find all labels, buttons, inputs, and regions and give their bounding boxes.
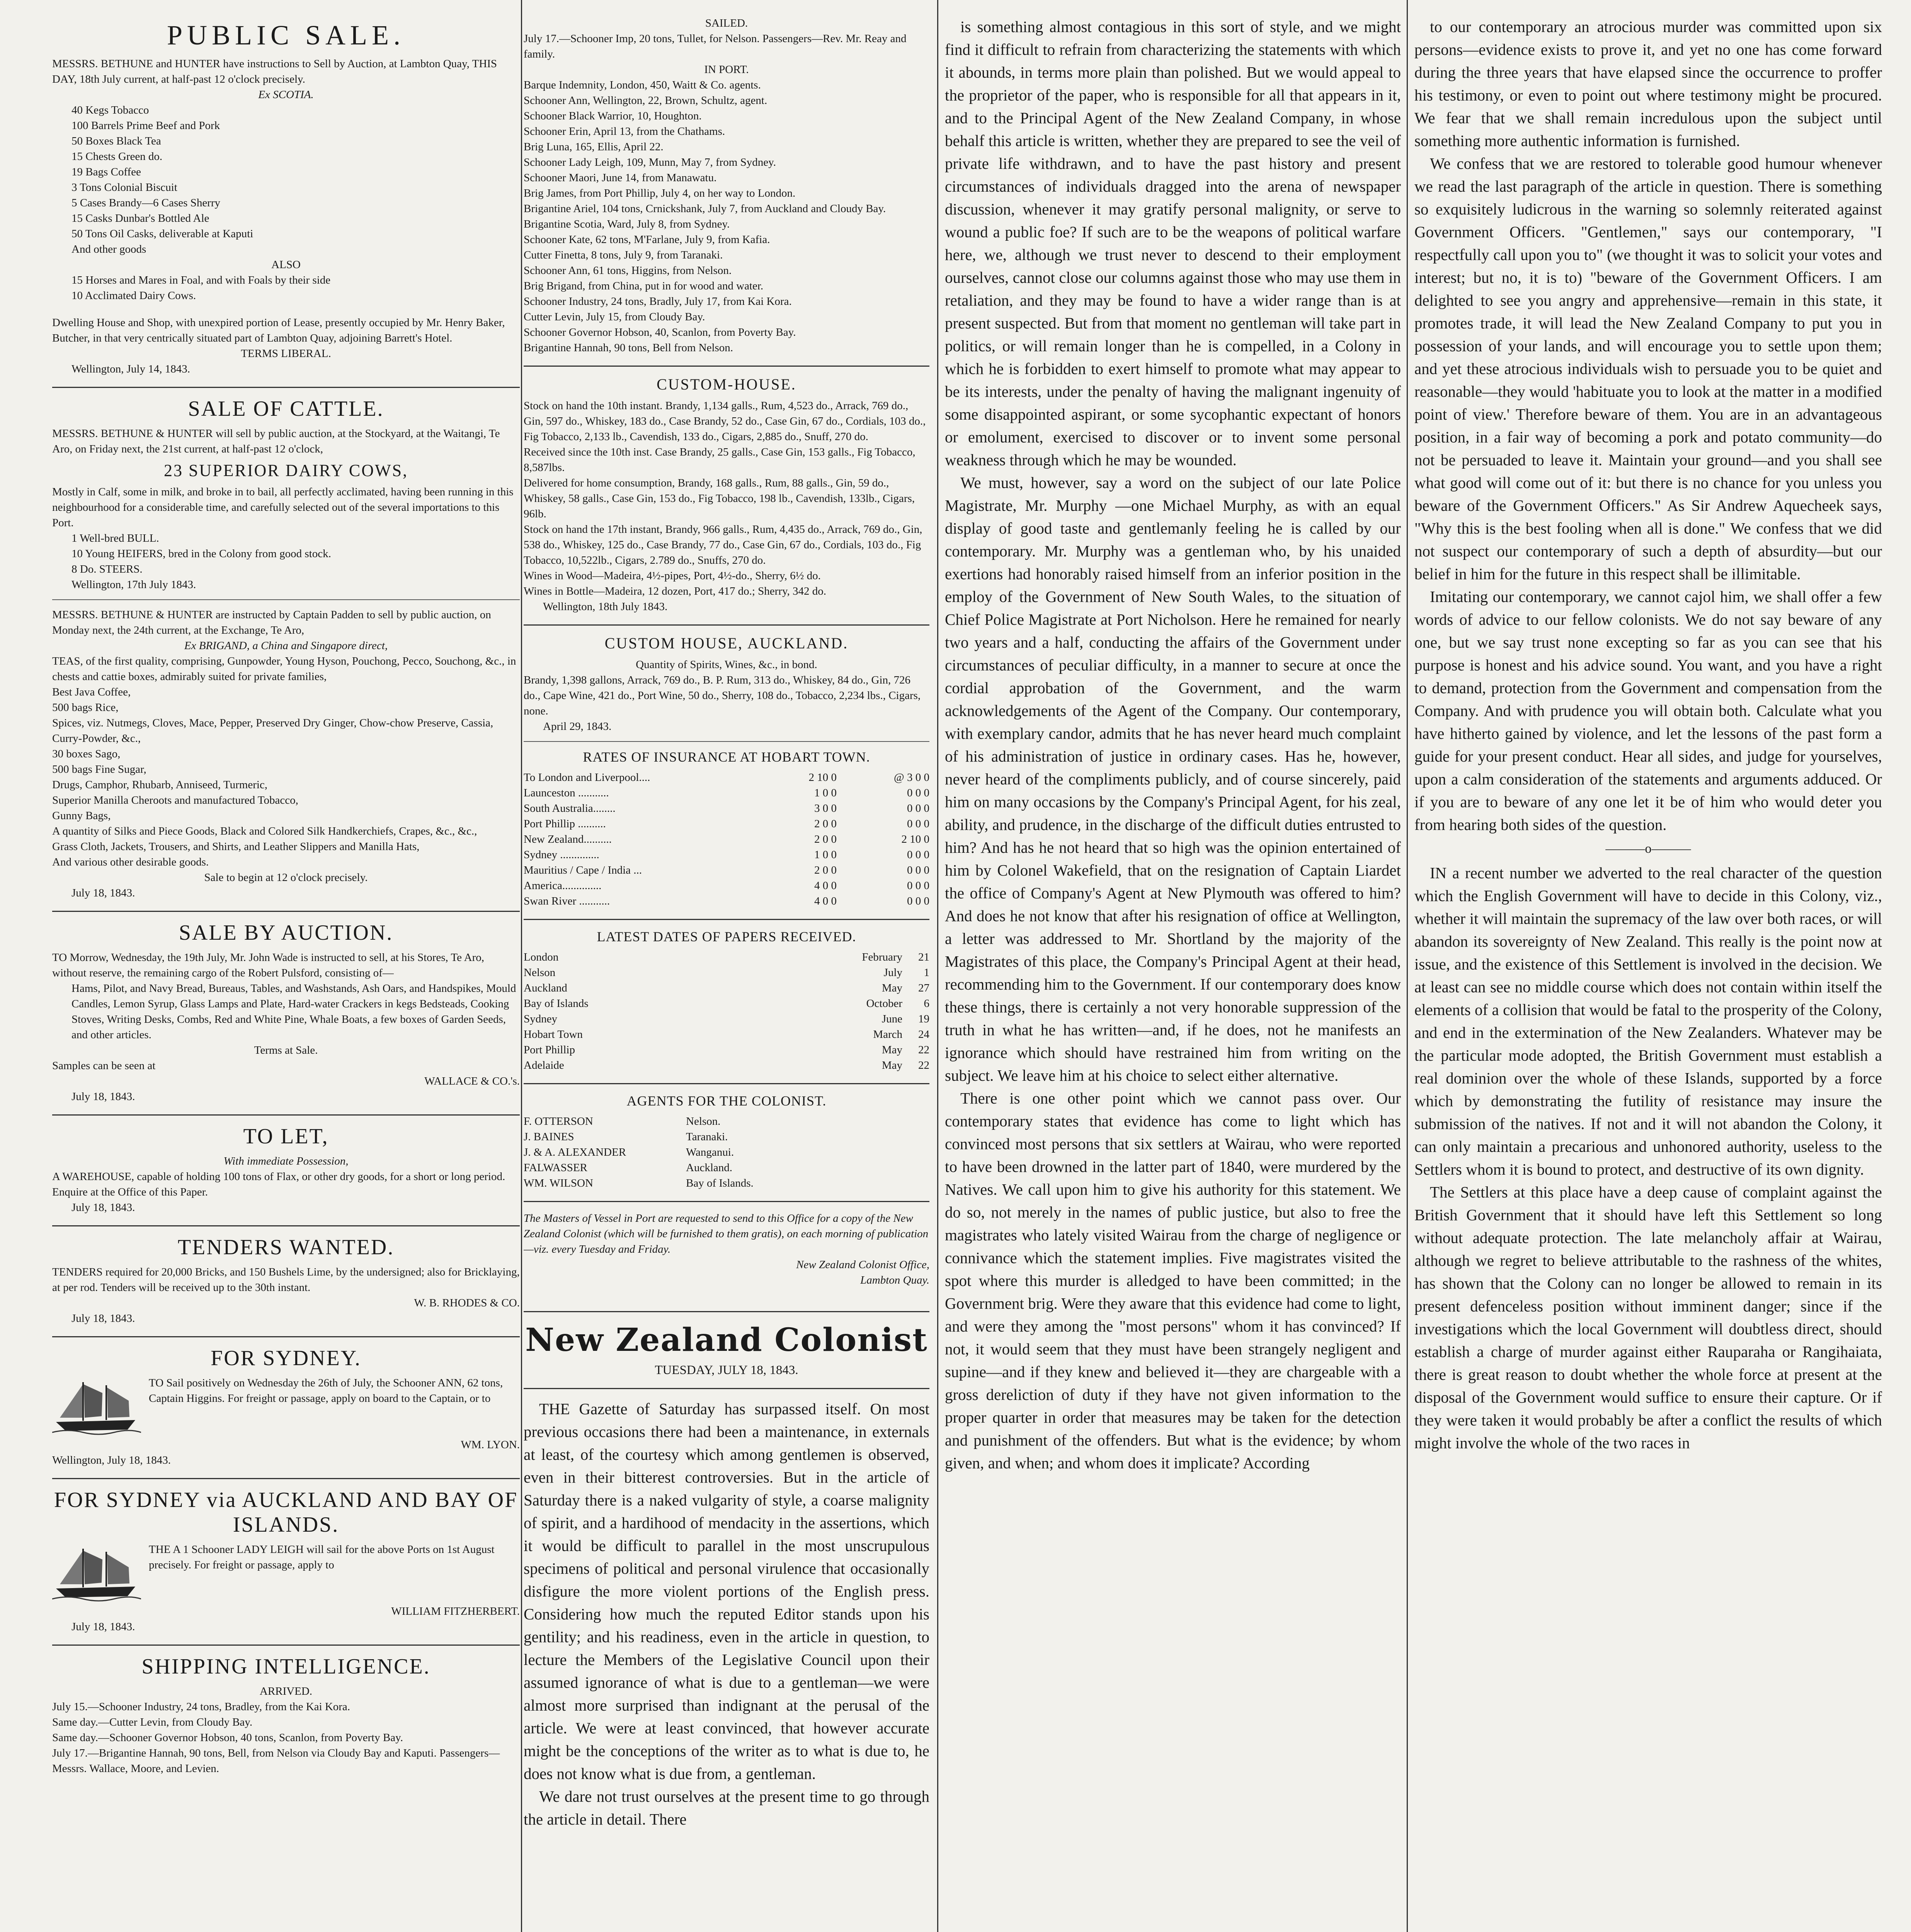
shipping-entry: Schooner Industry, 24 tons, Bradly, July 17, from Kai Kora. [524, 295, 792, 308]
article-paragraph: THE Gazette of Saturday has surpassed itself. On most previous occasions there had been a maintenance, in externals at least, of the courtesy which among gentlemen is observed, even in their bitterest controversies. But in the article of Saturday there is a naked vulgarity of style, a coarse malignity of spirit, and a hardihood of mendacity in the assertions, which it would be difficult to parallel in the most unscrupulous specimens of political and personal virulence that occasionally disfigure the more violent portions of the English press. Considering how much the reputed Editor stands upon his gentility; and his readiness, even in the article in question, to lecture the Members of the Legislative Council upon their assumed ignorance of what is due to a gentleman—we were almost more surprised than indignant at the perusal of the article. We were at least convinced, that however accurate might be the conceptions of the writer as to what is due to, he does not know what is due from, a gentleman. [524, 1400, 929, 1782]
in-port-entries [524, 77, 929, 355]
sale-cattle-intro: MESSRS. BETHUNE & HUNTER will sell by public auction, at the Stockyard, at the Waitangi, Te Aro, on Friday next, the 21st current, at half-past 12 o'clock, [52, 427, 500, 455]
table-row [524, 965, 929, 980]
insurance-table [524, 770, 929, 909]
public-sale-also-items [52, 272, 520, 303]
custom-house-heading: CUSTOM-HOUSE. [657, 376, 796, 393]
table-row [524, 770, 929, 785]
table-cell: 6 [924, 997, 929, 1010]
table-row [524, 1175, 929, 1191]
article-paragraph: There is one other point which we cannot pass over. Our contemporary states that evidence has come to light which has convinced most persons that six settlers at Wairau, who were reported to have been drowned in the latter part of 1840, were murdered by the Natives. We call upon him to give his authority for this statement. We do so, not merely in the names of public justice, but also to free the magistrates who lately visited Wairau from the charge of negligence or connivance which the statement implies. Five magistrates visited the spot where this murder is alledged to have been committed; in the Government brig. Were they aware that this evidence had come to light, and were they among the "most persons" whom it has convinced? If not, it would seem that they must have been strangely negligent and supine—and if they knew and believed it—they are chargeable with a gross dereliction of duty if they have not given information to the proper quarter in order that measures may be taken for the detection and punishment of the offenders. But what is the evidence; by whom given, and when; and whom does it implicate? According [945, 1089, 1401, 1472]
table-cell: To London and Liverpool.... [524, 771, 650, 784]
masters-notice: The Masters of Vessel in Port are requested to send to this Office for a copy of the New Zealand Colonist (which will be furnished to them gratis), on each morning of publication—viz. every Tuesday and Friday. [524, 1212, 929, 1255]
for-sydney2-date: July 18, 1843. [71, 1621, 135, 1633]
article-paras [1414, 15, 1882, 836]
masters-sign-2: Lambton Quay. [860, 1274, 929, 1286]
custom-auckland-sub: Quantity of Spirits, Wines, &c., in bond. [636, 658, 817, 671]
list-item: A quantity of Silks and Piece Goods, Black and Colored Silk Handkerchiefs, Crapes, &c., &c., [52, 825, 477, 837]
shipping-entry: Schooner Kate, 62 tons, M'Farlane, July 9, from Kafia. [524, 233, 770, 246]
table-cell: Bay of Islands. [686, 1177, 754, 1189]
article-paragraph: We dare not trust ourselves at the present time to go through the article in detail. There [524, 1787, 929, 1828]
for-sydney2-heading: FOR SYDNEY via AUCKLAND AND BAY OF ISLANDS. [54, 1488, 518, 1537]
to-let-date: July 18, 1843. [71, 1201, 135, 1214]
divider [52, 911, 520, 912]
list-item: Grass Cloth, Jackets, Trousers, and Shirts, and Leather Slippers and Manilla Hats, [52, 840, 420, 853]
table-row [524, 980, 929, 996]
custom-house-para: Wines in Bottle—Madeira, 12 dozen, Port, 417 do.; Sherry, 342 do. [524, 585, 827, 597]
table-cell: 3 0 0 [814, 802, 837, 815]
for-sydney-date: Wellington, July 18, 1843. [52, 1454, 171, 1466]
divider [524, 1388, 929, 1389]
table-cell: Sydney [524, 1013, 557, 1025]
table-row [524, 1058, 929, 1073]
table-cell: New Zealand.......... [524, 833, 612, 845]
shipping-entry: July 15.—Schooner Industry, 24 tons, Bradley, from the Kai Kora. [52, 1701, 351, 1713]
custom-auckland-heading: CUSTOM HOUSE, AUCKLAND. [604, 634, 849, 652]
table-row [524, 832, 929, 847]
shipping-heading: SHIPPING INTELLIGENCE. [141, 1655, 431, 1679]
divider [524, 741, 929, 742]
tenders-date: July 18, 1843. [71, 1312, 135, 1325]
column-rule [1407, 0, 1408, 1932]
column-4 [1414, 15, 1882, 1932]
shipping-entry: Schooner Erin, April 13, from the Chathams. [524, 125, 725, 138]
agents-table [524, 1114, 929, 1191]
custom-house-para: Delivered for home consumption, Brandy, 168 galls., Rum, 88 galls., Gin, 59 do., Whiskey, 58 galls., Case Gin, 153 do., Fig Tobacco, 198 lb., Cavendish, 133lb., Cigars, 96lb. [524, 477, 915, 520]
divider [524, 1083, 929, 1084]
table-cell: Port Phillip .......... [524, 818, 606, 830]
table-cell: 4 0 0 [814, 895, 837, 907]
table-cell: 19 [918, 1013, 929, 1025]
article-paragraph: IN a recent number we adverted to the real character of the question which the English Government will have to decide in this Colony, viz., whether it will maintain the supremacy of the law over both races, or will abandon its sovereignty of New Zealand. This really is the point now at issue, and the existence of this Settlement is involved in the decision. We at least can see no middle course which does not contain within itself the elements of a collision that would be fatal to the prosperity of the Colony, and end in the extermination of the New Zealanders. Whatever may be the particular mode adopted, the British Government must establish a real dominion over the whole of these Islands, supported by a force which by demonstrating the futility of resistance may insure the submission of the natives. If not and it will not abandon the Colony, it can only maintain a precarious and unhonored authority, useless to the Settlers whom it is bound to protect, and destructive of its own dignity. [1414, 864, 1882, 1178]
table-cell: 0 0 0 [907, 802, 929, 815]
article-paras [945, 15, 1401, 1475]
column-rule [521, 0, 522, 1932]
shipping-entries [52, 1699, 520, 1776]
public-sale-heading: PUBLIC SALE. [167, 20, 405, 51]
public-sale-terms: TERMS LIBERAL. [241, 347, 331, 360]
table-cell: Taranaki. [686, 1131, 728, 1143]
table-row [524, 1160, 929, 1175]
table-cell: Auckland. [686, 1162, 732, 1174]
table-cell: Launceston ........... [524, 787, 609, 799]
public-sale-also: ALSO [271, 259, 301, 271]
divider [524, 1311, 929, 1312]
table-row [524, 1042, 929, 1058]
column-rule [937, 0, 938, 1932]
list-item: 19 Bags Coffee [71, 166, 141, 178]
list-item: And various other desirable goods. [52, 856, 209, 868]
list-item: 10 Young HEIFERS, bred in the Colony from good stock. [71, 548, 331, 560]
list-item: 10 Acclimated Dairy Cows. [71, 289, 196, 302]
table-row [524, 862, 929, 878]
custom-house-para: Wines in Wood—Madeira, 4½-pipes, Port, 4½-do., Sherry, 6½ do. [524, 570, 821, 582]
for-sydney-body: TO Sail positively on Wednesday the 26th of July, the Schooner ANN, 62 tons, Captain Higgins. For freight or passage, apply on board to the Captain, or to [149, 1377, 503, 1405]
list-item: 5 Cases Brandy—6 Cases Sherry [71, 197, 221, 209]
divider [52, 387, 520, 388]
list-item: 15 Horses and Mares in Foal, and with Foals by their side [71, 274, 331, 286]
table-cell: 0 0 0 [907, 879, 929, 892]
table-cell: October [866, 997, 902, 1010]
table-cell: 2 10 0 [808, 771, 837, 784]
table-cell: 0 0 0 [907, 895, 929, 907]
masters-sign-1: New Zealand Colonist Office, [796, 1259, 929, 1271]
table-cell: Swan River ........... [524, 895, 610, 907]
table-cell: 24 [918, 1028, 929, 1041]
table-cell: J. & A. ALEXANDER [524, 1146, 626, 1158]
table-cell: 4 0 0 [814, 879, 837, 892]
brigand-ex: Ex BRIGAND, a China and Singapore direct, [184, 639, 388, 652]
table-cell: 0 0 0 [907, 818, 929, 830]
list-item: Best Java Coffee, [52, 686, 131, 698]
table-cell: Sydney .............. [524, 849, 599, 861]
shipping-entry: Schooner Lady Leigh, 109, Munn, May 7, from Sydney. [524, 156, 776, 168]
shipping-entry: Brigantine Ariel, 104 tons, Crnickshank, July 7, from Auckland and Cloudy Bay. [524, 202, 886, 215]
article-paragraph: We must, however, say a word on the subject of our late Police Magistrate, Mr. Murphy —one Michael Murphy, as with an equal display of good taste and gentlemanly feeling he is called by our contemporary. Mr. Murphy was a gentleman who, by his unaided exertions had honorably raised himself from an inferior position in the employ of the Government of New South Wales, to the situation of Chief Police Magistrate at Port Nicholson. Here he remained for nearly two years and a half, conducting the affairs of the Government under circumstances of peculiar difficulty, in a manner to secure at once the cordial approbation of the Government, and the warm acknowledgements of the Agent of the Company. Our contemporary, with exemplary candor, admits that he has never heard much complaint of his administration of justice in ordinary cases. Has he, however, never heard of the compliments publicly, and of course sincerely, paid him on many occasions by the Company's Principal Agent, for his zeal, ability, and prudence, in the discharge of the difficult duties entrusted to him? And has he not heard that so high was the opinion entertained of him by Colonel Wakefield, that on the resignation of Captain Liardet the office of Company's Agent at New Plymouth was offered to him? And does he not know that after his resignation of office at Wellington, a letter was addressed to Mr. Shortland by the majority of the Magistrates of this place, the Company's Principal Agent at their head, recommending him to the Government. If our contemporary does know these things, there is certainly a not very honorable suppression of the truth in what he has written—and, if he does, not he manifests an ignorance which should have restrained him from writing on the subject. We leave him at his choice to select either alternative. [945, 474, 1401, 1084]
table-cell: Port Phillip [524, 1044, 575, 1056]
table-row [524, 1011, 929, 1027]
table-cell: May [881, 1044, 902, 1056]
shipping-entry: July 17.—Brigantine Hannah, 90 tons, Bell, from Nelson via Cloudy Bay and Kaputi. Passengers—Messrs. Wallace, Moore, and Levien. [52, 1747, 500, 1775]
public-sale-ex: Ex SCOTIA. [258, 88, 314, 101]
list-item: 50 Boxes Black Tea [71, 135, 161, 147]
table-cell: 2 0 0 [814, 818, 837, 830]
list-item: 8 Do. STEERS. [71, 563, 143, 575]
tenders-body: TENDERS required for 20,000 Bricks, and 150 Bushels Lime, by the undersigned; also for Bricklaying, at per rod. Tenders will be received up to the 30th instant. [52, 1266, 520, 1294]
for-sydney2-body: THE A 1 Schooner LADY LEIGH will sail for the above Ports on 1st August precisely. For freight or passage, apply to [149, 1543, 495, 1571]
shipping-entry: Cutter Finetta, 8 tons, July 9, from Taranaki. [524, 249, 723, 261]
to-let-body: A WAREHOUSE, capable of holding 100 tons of Flax, or other dry goods, for a short or long period. [52, 1170, 505, 1183]
custom-house-para: Stock on hand the 17th instant, Brandy, 966 galls., Rum, 4,435 do., Arrack, 769 do., Gin, 538 do., Whiskey, 125 do., Case Brandy, 77 do., Case Gin, 67 do., Cordials, 103 do., Fig Tobacco, 10,522lb., Cigars, 2.789 do., Snuffs, 270 do. [524, 523, 922, 566]
shipping-entry: Same day.—Cutter Levin, from Cloudy Bay. [52, 1716, 253, 1728]
divider [524, 919, 929, 920]
table-cell: J. BAINES [524, 1131, 574, 1143]
list-item: Spices, viz. Nutmegs, Cloves, Mace, Pepper, Preserved Dry Ginger, Chow-chow Preserve, Cassia, Curry-Powder, &c., [52, 717, 493, 745]
sale-cattle-date: Wellington, 17th July 1843. [71, 578, 196, 591]
brigand-date: July 18, 1843. [71, 887, 135, 899]
custom-house-date: Wellington, 18th July 1843. [543, 600, 668, 613]
divider [52, 1478, 520, 1479]
table-cell: London [524, 951, 559, 963]
table-cell: Adelaide [524, 1059, 564, 1071]
column-2 [524, 15, 929, 1932]
list-item: 500 bags Fine Sugar, [52, 763, 146, 776]
table-cell: 0 0 0 [907, 849, 929, 861]
column-3 [945, 15, 1401, 1932]
article-paragraph: to our contemporary an atrocious murder was committed upon six persons—evidence exists to prove it, and yet no one has come forward during the three years that have elapsed since the occurrence to proffer his testimony, or even to point out where testimony might be procured. We fear that we shall remain incredulous upon the subject until something more authentic information is furnished. [1414, 18, 1882, 150]
table-cell: 0 0 0 [907, 787, 929, 799]
list-item: 15 Chests Green do. [71, 150, 163, 163]
sale-cattle-sub: 23 SUPERIOR DAIRY COWS, [163, 461, 408, 480]
table-cell: 1 [924, 966, 929, 979]
custom-house-paras [524, 398, 929, 599]
shipping-entry: Schooner Black Warrior, 10, Houghton. [524, 110, 702, 122]
sale-auction-goods: Hams, Pilot, and Navy Bread, Bureaus, Tables, and Washstands, Ash Oars, and Handspikes, Mould Candles, Lemon Syrup, Glass Lamps and Plate, Hard-water Crackers in kegs Bedsteads, Cooking Stoves, Writing Desks, Combs, Red and White Pine, Whale Boats, a few boxes of Garden Seeds, and other articles. [71, 982, 516, 1041]
table-cell: @ 3 0 0 [894, 771, 929, 784]
table-row [524, 785, 929, 801]
shipping-entry: Brig Luna, 165, Ellis, April 22. [524, 141, 664, 153]
table-row [524, 893, 929, 909]
sale-cattle-items [52, 531, 520, 577]
ship-icon [52, 1378, 141, 1435]
for-sydney2-sign: WILLIAM FITZHERBERT. [391, 1605, 520, 1617]
public-sale-date: Wellington, July 14, 1843. [71, 363, 190, 375]
shipping-entry: Brigantine Scotia, Ward, July 8, from Sydney. [524, 218, 730, 230]
shipping-arrived: ARRIVED. [259, 1685, 313, 1697]
table-cell: Auckland [524, 982, 567, 994]
to-let-enquire: Enquire at the Office of this Paper. [52, 1186, 208, 1198]
table-cell: July [883, 966, 902, 979]
shipping-entry: Same day.—Schooner Governor Hobson, 40 tons, Scanlon, from Poverty Bay. [52, 1731, 403, 1744]
list-item: And other goods [71, 243, 146, 255]
sale-auction-samples: Samples can be seen at [52, 1060, 156, 1072]
editorial-paras [524, 1398, 929, 1831]
table-row [524, 949, 929, 965]
table-row [524, 1145, 929, 1160]
table-row [524, 1129, 929, 1145]
divider [52, 1114, 520, 1116]
article-paragraph: is something almost contagious in this sort of style, and we might find it difficult to refrain from characterizing the statements with which it abounds, in terms more plain than polished. But we would appeal to the proprietor of the paper, who is responsible for all that appears in it, and to the Principal Agent of the New Zealand Company, in whose behalf this article is written, whether they are prepared to see the veil of private life withdrawn, and to have the past history and present circumstances of individuals dragged into the arena of newspaper discussion, whenever it may gratify personal malignity, or serve to wound a public foe? If such are to be the weapons of political warfare here, we, although we trust never to descend to their employment ourselves, cannot close our columns against those who may use them in retaliation, and they may be found to have a wider range than is at present suspected. But from that moment no gentleman will take part in politics, or will remain longer than he is compelled, in a Colony in which he is forbidden to exert himself to promote what may appear to be its interests, under the penalty of having the malignant ingenuity of some disappointed aspirant, or some sycophantic expectant of honors or emolument, exercised to discover or to invent some personal weakness through which he may be wounded. [945, 18, 1401, 469]
table-cell: June [881, 1013, 902, 1025]
table-cell: South Australia........ [524, 802, 616, 815]
table-cell: Mauritius / Cape / India ... [524, 864, 642, 876]
sale-auction-heading: SALE BY AUCTION. [179, 921, 393, 945]
table-row [524, 996, 929, 1011]
brigand-begin: Sale to begin at 12 o'clock precisely. [204, 871, 368, 884]
tenders-heading: TENDERS WANTED. [177, 1235, 395, 1259]
shipping-entry: Cutter Levin, July 15, from Cloudy Bay. [524, 311, 705, 323]
shipping-entry: Schooner Ann, Wellington, 22, Brown, Schultz, agent. [524, 94, 767, 107]
list-item: TEAS, of the first quality, comprising, Gunpowder, Young Hyson, Pouchong, Pecco, Souchong, &c., in chests and cattie boxes, admirably suited for private families, [52, 655, 516, 683]
agents-heading: AGENTS FOR THE COLONIST. [626, 1093, 827, 1109]
column-1 [52, 15, 520, 1932]
sailed-entries [524, 31, 929, 62]
divider [524, 1201, 929, 1202]
tenders-sign: W. B. RHODES & CO. [414, 1297, 520, 1309]
table-cell: Wanganui. [686, 1146, 734, 1158]
table-cell: WM. WILSON [524, 1177, 593, 1189]
sale-auction-date: July 18, 1843. [71, 1090, 135, 1103]
custom-auckland-body: Brandy, 1,398 gallons, Arrack, 769 do., B. P. Rum, 313 do., Whiskey, 84 do., Gin, 726 do., Cape Wine, 421 do., Port Wine, 50 do., Sherry, 108 do., Tobacco, 2,234 lbs., Cigars, none. [524, 674, 921, 717]
divider [52, 599, 520, 600]
table-cell: March [873, 1028, 902, 1041]
table-cell: May [881, 982, 902, 994]
custom-house-para: Stock on hand the 10th instant. Brandy, 1,134 galls., Rum, 4,523 do., Arrack, 769 do., Gin, 597 do., Whiskey, 183 do., Case Brandy, 52 do., Case Gin, 67 do., Cordials, 103 do., Fig Tobacco, 2,133 lb., Cavendish, 133 do., Cigars, 2,885 do., Snuff, 270 do. [524, 400, 926, 443]
shipping-entry: Schooner Governor Hobson, 40, Scanlon, from Poverty Bay. [524, 326, 796, 338]
sale-auction-body: TO Morrow, Wednesday, the 19th July, Mr. John Wade is instructed to sell, at his Stores, Te Aro, without reserve, the remaining cargo of the Robert Pulsford, consisting of— [52, 951, 485, 979]
table-cell: Hobart Town [524, 1028, 583, 1041]
table-cell: F. OTTERSON [524, 1115, 593, 1128]
latest-dates-heading: LATEST DATES OF PAPERS RECEIVED. [597, 929, 856, 944]
for-sydney-sign: WM. LYON. [461, 1439, 520, 1451]
table-cell: 2 10 0 [901, 833, 929, 845]
table-cell: Nelson. [686, 1115, 721, 1128]
table-cell: Nelson [524, 966, 556, 979]
table-cell: 1 0 0 [814, 787, 837, 799]
public-sale-items [52, 102, 520, 257]
to-let-sub: With immediate Possession, [223, 1155, 349, 1167]
insurance-heading: RATES OF INSURANCE AT HOBART TOWN. [583, 749, 870, 765]
shipping-entry: Schooner Maori, June 14, from Manawatu. [524, 172, 717, 184]
table-cell: 0 0 0 [907, 864, 929, 876]
divider [52, 1645, 520, 1646]
list-item: 100 Barrels Prime Beef and Pork [71, 119, 220, 132]
table-row [524, 847, 929, 862]
article-paragraph: We confess that we are restored to tolerable good humour whenever we read the last paragraph of the article in question. There is something so exquisitely ludicrous in the warning so solemnly reiterated against Government Officers. "Gentlemen," says our contemporary, "I respectfully call upon you to" (we thought it was to solicit your votes and interest; but no, it is to) "beware of the Government Officers. I am delighted to see you angry and apprehensive—remain in this state, it promotes trade, it will lead the New Zealand Company to put you in possession of your lands, and will encourage you to settle upon them; and yet these atrocious individuals wish to persuade you to be quiet and reasonable—they would 'habituate you to look at the matter in a modified point of view.' Therefore beware of them. You are in an advantageous position, in a fair way of becoming a pork and potato community—do not be persuaded to leave it. Maintain your ground—and you shall see what good will come out of it: but there is no chance for you unless you beware of the Government Officers." As Sir Andrew Aquecheek says, "Why this is the best fooling when all is done." We confess that we did not suspect our contemporary of such a depth of absurdity—but our belief in him for the future in this respect shall be illimitable. [1414, 155, 1882, 583]
list-item: 500 bags Rice, [52, 701, 119, 714]
sale-auction-terms: Terms at Sale. [254, 1044, 318, 1056]
shipping-entry: Brig Brigand, from China, put in for wood and water. [524, 280, 764, 292]
custom-house-para: Received since the 10th inst. Case Brandy, 25 galls., Case Gin, 153 galls., Fig Tobacco, 8,587lbs. [524, 446, 916, 474]
list-item: 40 Kegs Tobacco [71, 104, 149, 116]
sailed-heading: SAILED. [705, 17, 748, 29]
table-cell: 27 [918, 982, 929, 994]
article-paragraph: The Settlers at this place have a deep cause of complaint against the British Government that it should have left this Settlement so long without adequate protection. The late melancholy affair at Wairau, although we regret to believe attributable to the rashness of the whites, has shown that the Colony can no longer be allowed to remain in its present defenceless position without imminent danger; since if the investigations which the local Government will doubtless direct, should establish a charge of murder against either Rauparaha or Rangihaiata, there is great reason to doubt whether the whole force at present at the disposal of the Government would suffice to ensure their capture. Or if they were taken it would probably be after a conflict the results of which might involve the whole of the two races in [1414, 1183, 1882, 1452]
divider [52, 1225, 520, 1226]
table-cell: 2 0 0 [814, 833, 837, 845]
date-line: TUESDAY, JULY 18, 1843. [655, 1363, 798, 1377]
article-paras [1414, 862, 1882, 1454]
to-let-heading: TO LET, [243, 1124, 329, 1148]
table-row [524, 816, 929, 832]
table-cell: 2 0 0 [814, 864, 837, 876]
list-item: Gunny Bags, [52, 810, 111, 822]
divider [52, 1336, 520, 1337]
article-paragraph: Imitating our contemporary, we cannot cajol him, we shall offer a few words of advice to our fellow colonists. We do not say beware of any one, but we say trust none excepting so far as you can see that his purpose is honest and his advice sound. You want, and you have a right to demand, protection from the Government and compensation from the Company. And with prudence you will obtain both. Calculate what you have hitherto gained by violence, and let the lessons of the past form a guide for your present conduct. Hear all sides, and judge for yourselves, upon a calm consideration of the statements and arguments adduced. Or if you are to beware of any one let it be of him who would deter you from hearing both sides of the question. [1414, 588, 1882, 833]
table-cell: 22 [918, 1044, 929, 1056]
public-sale-intro: MESSRS. BETHUNE and HUNTER have instructions to Sell by Auction, at Lambton Quay, THIS DAY, 18th July current, at half-past 12 o'clock precisely. [52, 58, 497, 85]
table-cell: 22 [918, 1059, 929, 1071]
table-row [524, 878, 929, 893]
list-item: 1 Well-bred BULL. [71, 532, 159, 544]
for-sydney-heading: FOR SYDNEY. [211, 1346, 361, 1370]
divider [524, 366, 929, 367]
public-sale-dwelling: Dwelling House and Shop, with unexpired portion of Lease, presently occupied by Mr. Henry Baker, Butcher, in that very centrically situated part of Lambton Quay, adjoining Barrett's Hotel. [52, 316, 505, 344]
table-cell: 21 [918, 951, 929, 963]
table-cell: May [881, 1059, 902, 1071]
masthead: New Zealand Colonist [525, 1321, 928, 1359]
brigand-intro: MESSRS. BETHUNE & HUNTER are instructed by Captain Padden to sell by public auction, on Monday next, the 24th current, at the Exchange, Te Aro, [52, 609, 491, 636]
shipping-entry: Barque Indemnity, London, 450, Waitt & Co. agents. [524, 79, 761, 91]
sale-auction-sign: WALLACE & CO.'s. [424, 1075, 520, 1087]
list-item: Drugs, Camphor, Rhubarb, Anniseed, Turmeric, [52, 779, 268, 791]
latest-dates-table [524, 949, 929, 1073]
table-cell: 1 0 0 [814, 849, 837, 861]
table-row [524, 1114, 929, 1129]
sale-cattle-heading: SALE OF CATTLE. [188, 397, 384, 421]
table-cell: Bay of Islands [524, 997, 589, 1010]
list-item: 15 Casks Dunbar's Bottled Ale [71, 212, 209, 224]
ship-icon [52, 1544, 141, 1602]
list-item: 50 Tons Oil Casks, deliverable at Kaputi [71, 228, 254, 240]
sale-cattle-desc: Mostly in Calf, some in milk, and broke in to bail, all perfectly acclimated, having been running in this neighbourhood for a considerable time, and carefully selected out of the several importations to this Port. [52, 486, 514, 529]
list-item: Superior Manilla Cheroots and manufactured Tobacco, [52, 794, 298, 806]
custom-auckland-date: April 29, 1843. [543, 720, 612, 733]
table-row [524, 1027, 929, 1042]
table-cell: February [862, 951, 902, 963]
table-cell: FALWASSER [524, 1162, 587, 1174]
shipping-entry: July 17.—Schooner Imp, 20 tons, Tullet, for Nelson. Passengers—Rev. Mr. Reay and family. [524, 32, 907, 60]
shipping-entry: Brig James, from Port Phillip, July 4, on her way to London. [524, 187, 796, 199]
list-item: 3 Tons Colonial Biscuit [71, 181, 177, 194]
table-cell: America.............. [524, 879, 602, 892]
shipping-entry: Brigantine Hannah, 90 tons, Bell from Nelson. [524, 342, 733, 354]
brigand-items [52, 653, 520, 870]
shipping-entry: Schooner Ann, 61 tons, Higgins, from Nelson. [524, 264, 732, 277]
separator: ———o——— [1605, 842, 1691, 856]
divider [524, 624, 929, 626]
in-port-heading: IN PORT. [704, 63, 749, 76]
list-item: 30 boxes Sago, [52, 748, 121, 760]
table-row [524, 801, 929, 816]
